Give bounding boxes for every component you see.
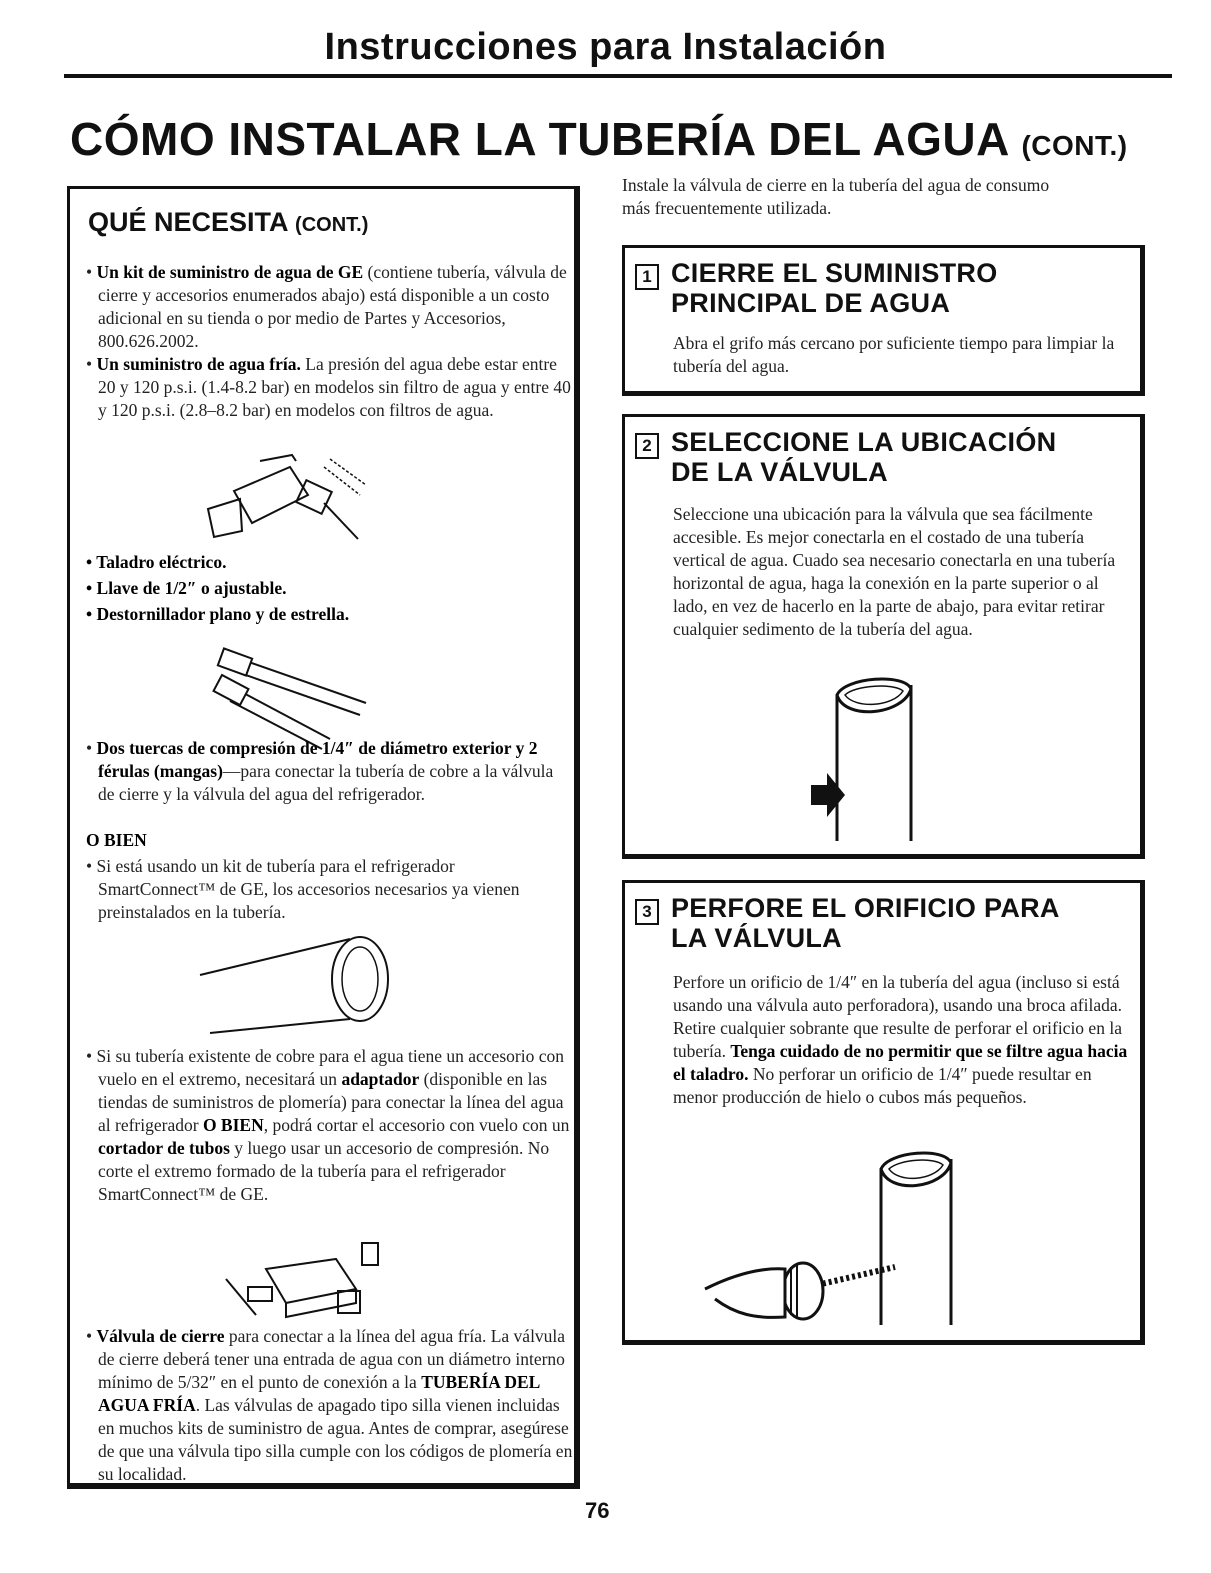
vertical-pipe-illustration bbox=[775, 675, 915, 845]
valve-bold-2: TUBERÍA DEL AGUA FRÍA bbox=[98, 1372, 540, 1415]
flare-bold-3: cortador de tubos bbox=[98, 1138, 230, 1158]
list-item-screwdriver: • Destornillador plano y de estrella. bbox=[86, 604, 350, 624]
supply-text: La presión del agua debe estar entre 20 y 120 p.s.i. (1.4-8.2 bar) en modelos sin filtro de agua y entre 40 y 120 p.s.i. (2.8–8.2 bar) en modelos con filtros de agua. bbox=[98, 354, 571, 420]
kit-bold: Un kit de suministro de agua de GE bbox=[96, 262, 364, 282]
list-item-drill: • Taladro eléctrico. bbox=[86, 552, 227, 572]
page-number: 76 bbox=[585, 1498, 610, 1523]
step-1-number: 1 bbox=[635, 264, 659, 290]
step-3-box bbox=[622, 880, 1145, 1345]
header-title: Instrucciones para Instalación bbox=[324, 26, 887, 68]
screwdriver-label: Destornillador plano y de estrella. bbox=[96, 604, 350, 624]
section-title bbox=[88, 207, 368, 238]
step-2-body: Seleccione una ubicación para la válvula que sea fácilmente accesible. Es mejor conectarla en el costado de una tubería vertical de agua. Cuado sea necesario conectarla en una tubería horizontal de agua, haga la conexión en la parte superior o al lado, en vez de hacerlo en la parte de abajo, para evitar retirar cualquier sedimento de la tubería del agua. bbox=[673, 504, 1116, 639]
drill-label: Taladro eléctrico. bbox=[96, 552, 227, 572]
step-3-bold: Tenga cuidado de no permitir que se filtre agua hacia el taladro. bbox=[673, 1041, 1128, 1084]
intro-text: Instale la válvula de cierre en la tubería del agua de consumo más frecuentemente utilizada. bbox=[622, 175, 1050, 218]
supply-bold: Un suministro de agua fría. bbox=[96, 354, 301, 374]
nuts-text: —para conectar la tubería de cobre a la válvula de cierre y la válvula del agua del refrigerador. bbox=[98, 761, 554, 804]
page-title-suffix: (CONT.) bbox=[1021, 130, 1128, 161]
step-3-title bbox=[671, 893, 1060, 953]
list-item-valve: • Válvula de cierre para conectar a la línea del agua fría. La válvula de cierre deberá tener una entrada de agua con un diámetro interno mínimo de 5/32″ en el punto de conexión a la TUBERÍA DEL AGUA FRÍA. Las válvulas de apagado tipo silla vienen incluidas en muchos kits de suministro de agua. Antes de comprar, asegúrese de que una válvula tipo silla cumple con los códigos de plomería en su localidad. bbox=[86, 1326, 573, 1484]
list-item-smartconnect: • Si está usando un kit de tubería para el refrigerador SmartConnect™ de GE, los accesorios necesarios ya vienen preinstalados en la tubería. bbox=[86, 856, 520, 922]
list-item-supply: • Un suministro de agua fría. La presión del agua debe estar entre 20 y 120 p.s.i. (1.4-8.2 bar) en modelos sin filtro de agua y entre 40 y 120 p.s.i. (2.8–8.2 bar) en modelos con filtros de agua. bbox=[86, 354, 571, 420]
step-3-body bbox=[673, 971, 1128, 1109]
compression-nuts-illustration bbox=[206, 641, 376, 751]
valve-text-1: para conectar a la línea del agua fría. La válvula de cierre deberá tener una entrada de agua con un diámetro interno mínimo de 5/32″ en el punto de conexión a la bbox=[98, 1326, 566, 1392]
or-label: O BIEN bbox=[86, 830, 147, 850]
step-3-title-line-2: LA VÁLVULA bbox=[671, 923, 842, 953]
step-2-title-line-1: SELECCIONE LA UBICACIÓN bbox=[671, 427, 1057, 457]
page-title-text: CÓMO INSTALAR LA TUBERÍA DEL AGUA bbox=[70, 113, 1009, 165]
page-title bbox=[70, 112, 1128, 166]
drilling-pipe-illustration bbox=[705, 1149, 965, 1329]
shutoff-valve-illustration bbox=[226, 1239, 396, 1329]
step-1-title-line-2: PRINCIPAL DE AGUA bbox=[671, 288, 951, 318]
section-title-text: QUÉ NECESITA bbox=[88, 207, 288, 237]
step-3-number: 3 bbox=[635, 899, 659, 925]
kit-text: (contiene tubería, válvula de cierre y accesorios enumerados abajo) está disponible a un costo adicional en su tienda o por medio de Partes y Accesorios, 800.626.2002. bbox=[98, 262, 567, 351]
flared-tubing-illustration bbox=[200, 931, 440, 1041]
step-1-body: Abra el grifo más cercano por suficiente tiempo para limpiar la tubería del agua. bbox=[673, 333, 1115, 376]
step-2-box bbox=[622, 414, 1145, 859]
flare-bold-2: O BIEN bbox=[202, 1115, 264, 1135]
valve-text-2: . Las válvulas de apagado tipo silla vienen incluidas en muchos kits de suministro de agua. Antes de comprar, asegúrese de que una válvula tipo silla cumple con los códigos de plomería en su localidad. bbox=[98, 1395, 573, 1484]
valve-bold-1: Válvula de cierre bbox=[96, 1326, 225, 1346]
flare-text-1: Si su tubería existente de cobre para el agua tiene un accesorio con vuelo en el extremo, necesitará un bbox=[96, 1046, 564, 1089]
smartconnect-text: Si está usando un kit de tubería para el refrigerador SmartConnect™ de GE, los accesorios necesarios ya vienen preinstalados en la tubería. bbox=[96, 856, 520, 922]
list-item-wrench: • Llave de 1/2″ o ajustable. bbox=[86, 578, 287, 598]
section-title-suffix: (CONT.) bbox=[295, 214, 369, 236]
list-item-flare: • Si su tubería existente de cobre para el agua tiene un accesorio con vuelo en el extremo, necesitará un adaptador (disponible en las tiendas de suministros de plomería) para conectar la línea del agua al refrigerador O BIEN, podrá cortar el accesorio con vuelo con un cortador de tubos y luego usar un accesorio de compresión. No corte el extremo formado de la tubería para el refrigerador SmartConnect™ de GE. bbox=[86, 1046, 570, 1204]
step-1-box bbox=[622, 245, 1145, 396]
nuts-bold: Dos tuercas de compresión de 1/4″ de diámetro exterior y 2 férulas (mangas) bbox=[96, 738, 538, 781]
step-1-title bbox=[671, 258, 998, 318]
step-3-text-2: No perforar un orificio de 1/4″ puede resultar en menor producción de hielo o cubos más pequeños. bbox=[673, 1064, 1092, 1107]
list-item-nuts: • Dos tuercas de compresión de 1/4″ de diámetro exterior y 2 férulas (mangas)—para conectar la tubería de cobre a la válvula de cierre y la válvula del agua del refrigerador. bbox=[86, 738, 554, 804]
step-1-title-line-1: CIERRE EL SUMINISTRO bbox=[671, 258, 998, 288]
flare-text-4: y luego usar un accesorio de compresión. No corte el extremo formado de la tubería para el refrigerador SmartConnect™ de GE. bbox=[98, 1138, 550, 1204]
step-3-title-line-1: PERFORE EL ORIFICIO PARA bbox=[671, 893, 1060, 923]
list-item-kit: • Un kit de suministro de agua de GE (contiene tubería, válvula de cierre y accesorios enumerados abajo) está disponible a un costo adicional en su tienda o por medio de Partes y Accesorios, 800.626.2002. bbox=[86, 262, 567, 351]
step-2-title bbox=[671, 427, 1056, 487]
flare-text-3: , podrá cortar el accesorio con vuelo con un bbox=[263, 1115, 570, 1135]
step-3-text-1: Perfore un orificio de 1/4″ en la tubería del agua (incluso si está usando una válvula auto perforadora), usando una broca afilada. Retire cualquier sobrante que resulte de perforar el orificio en la tubería. bbox=[673, 972, 1122, 1061]
header-rule bbox=[64, 74, 1172, 78]
flare-text-2: (disponible en las tiendas de suministros de plomería) para conectar la línea del agua al refrigerador bbox=[98, 1069, 564, 1135]
step-2-number: 2 bbox=[635, 433, 659, 459]
wrench-label: Llave de 1/2″ o ajustable. bbox=[96, 578, 287, 598]
flare-bold-1: adaptador bbox=[341, 1069, 420, 1089]
what-you-need-box bbox=[67, 186, 580, 1489]
step-2-title-line-2: DE LA VÁLVULA bbox=[671, 457, 888, 487]
drill-illustration bbox=[200, 451, 370, 551]
